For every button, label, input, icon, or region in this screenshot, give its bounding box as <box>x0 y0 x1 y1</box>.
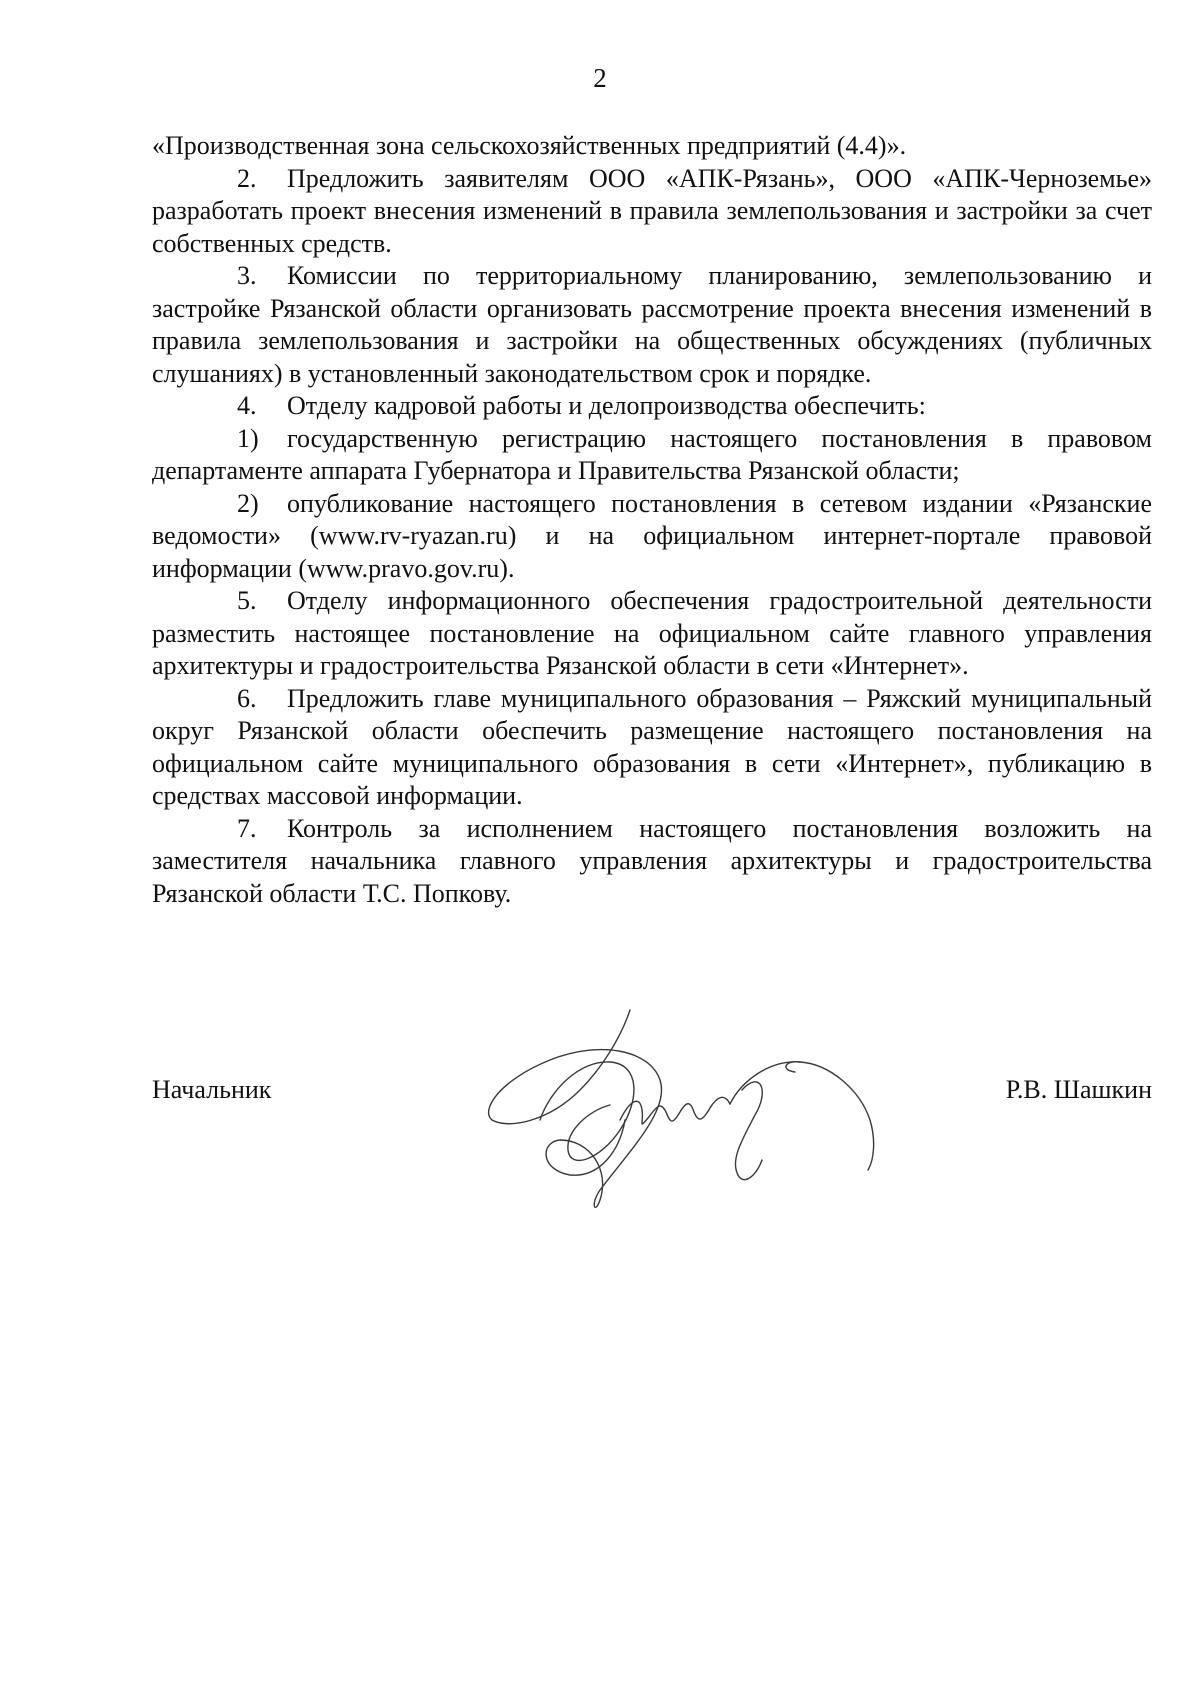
page-number: 2 <box>593 63 607 93</box>
paragraph-subitem-1 <box>152 423 1152 488</box>
paragraph-number: 1) <box>237 423 259 453</box>
signatory-title: Начальник <box>152 1075 272 1104</box>
document-body <box>152 130 1152 910</box>
paragraph-text: Предложить заявителям ООО «АПК-Рязань», ООО «АПК-Черноземье» разработать проект внесения изменений в правила землепользования и застройки за счет собственных средств. <box>152 163 1152 258</box>
paragraph-number: 2. <box>237 163 257 193</box>
paragraph-item-7 <box>152 813 1152 911</box>
paragraph-text: Комиссии по территориальному планированию, землепользованию и застройке Рязанской области организовать рассмотрение проекта внесения изменений в правила землепользования и застройки на общественных обсуждениях (публичных слушаниях) в установленный законодательством срок и порядке. <box>152 261 1152 388</box>
paragraph-number: 2) <box>237 488 259 518</box>
paragraph-text: Предложить главе муниципального образования – Ряжский муниципальный округ Рязанской области обеспечить размещение настоящего постановления на официальном сайте муниципального образования в сети «Интернет», публикацию в средствах массовой информации. <box>152 683 1152 810</box>
paragraph-subitem-2 <box>152 488 1152 586</box>
paragraph-item-4 <box>152 390 1152 423</box>
paragraph-number: 6. <box>237 683 257 713</box>
paragraph-item-3 <box>152 260 1152 390</box>
paragraph-item-6 <box>152 683 1152 813</box>
paragraph-item-2 <box>152 163 1152 261</box>
paragraph-text: «Производственная зона сельскохозяйственных предприятий (4.4)». <box>152 131 907 160</box>
paragraph-text: государственную регистрацию настоящего постановления в правовом департаменте аппарата Губернатора и Правительства Рязанской области; <box>152 423 1152 485</box>
paragraph-number: 5. <box>237 586 257 615</box>
handwritten-signature <box>480 1000 920 1230</box>
signatory-name: Р.В. Шашкин <box>1005 1075 1152 1104</box>
paragraph-number: 7. <box>237 813 257 843</box>
paragraph-text: Отделу информационного обеспечения градостроительной деятельности разместить настоящее постановление на официальном сайте главного управления архитектуры и градостроительства Рязанской области в сети «Интернет». <box>152 586 1152 680</box>
paragraph-continuation <box>152 130 1152 163</box>
paragraph-item-5 <box>152 585 1152 683</box>
paragraph-number: 4. <box>237 391 257 420</box>
paragraph-text: Отделу кадровой работы и делопроизводства обеспечить: <box>287 391 926 420</box>
paragraph-number: 3. <box>237 261 257 290</box>
paragraph-text: Контроль за исполнением настоящего постановления возложить на заместителя начальника главного управления архитектуры и градостроительства Рязанской области Т.С. Попкову. <box>152 813 1152 908</box>
paragraph-text: опубликование настоящего постановления в сетевом издании «Рязанские ведомости» (www.rv-ryazan.ru) и на официальном интернет-портале правовой информации (www.pravo.gov.ru). <box>152 488 1152 583</box>
